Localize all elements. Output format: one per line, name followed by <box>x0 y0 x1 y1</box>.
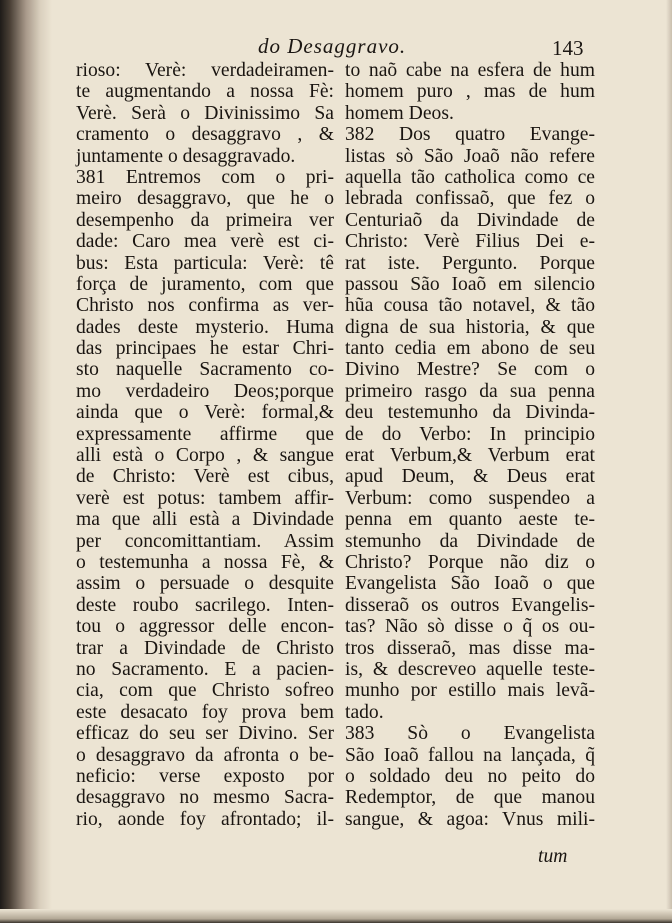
text-line: mo verdadeiro Deos;porque <box>76 380 334 402</box>
text-line: força de juramento, com que <box>76 273 334 295</box>
binding-gutter <box>0 0 52 923</box>
text-line: dades deste mysterio. Huma <box>76 316 334 338</box>
text-line: Christo nos confirma as ver- <box>76 295 334 317</box>
text-line: tou o aggressor delle encon- <box>76 616 334 638</box>
text-line: ainda que o Verè: formal,& <box>76 402 334 424</box>
text-line: tanto cedia em abono de seu <box>345 338 595 360</box>
text-line: efficaz do seu ser Divino. Ser <box>76 723 334 745</box>
text-line: Redemptor, de que manou <box>345 787 595 809</box>
text-line: assim o persuade o desquite <box>76 573 334 595</box>
text-line: sto naquelle Sacramento co- <box>76 359 334 381</box>
text-line: Verbum: como suspendeo a <box>345 487 595 509</box>
text-line: alli està o Corpo , & sangue <box>76 445 334 467</box>
text-line: tas? Não sò disse o q̃ os ou- <box>345 616 595 638</box>
text-line: Evangelista São Ioaõ o que <box>345 573 595 595</box>
text-line: dade: Caro mea verè est ci- <box>76 231 334 253</box>
right-text-column <box>345 60 595 830</box>
text-line: deu testemunho da Divinda- <box>345 402 595 424</box>
text-line: ma que alli està a Divindade <box>76 509 334 531</box>
text-line: cramento o desaggravo , & <box>76 124 334 146</box>
text-line: erat Verbum,& Verbum erat <box>345 445 595 467</box>
text-line: disseraõ os outros Evangelis- <box>345 594 595 616</box>
text-line: penna em quanto aeste te- <box>345 509 595 531</box>
text-line: Divino Mestre? Se com o <box>345 359 595 381</box>
text-line: to naõ cabe na esfera de hum <box>345 60 595 81</box>
text-line: de Christo: Verè est cibus, <box>76 466 334 488</box>
text-line: desempenho da primeira ver <box>76 209 334 231</box>
text-line: tado. <box>345 701 384 723</box>
text-line: listas sò São Joaõ não refere <box>345 145 595 167</box>
text-line: rat iste. Pergunto. Porque <box>345 252 595 274</box>
text-line: rio, aonde foy afrontado; il- <box>76 808 334 830</box>
text-line: apud Deum, & Deus erat <box>345 466 595 488</box>
text-line: neficio: verse exposto por <box>76 765 334 787</box>
text-line: desaggravo no mesmo Sacra- <box>76 787 334 809</box>
text-line: passou São Ioaõ em silencio <box>345 273 595 295</box>
text-line: 382 Dos quatro Evange- <box>345 124 595 146</box>
text-line: Verè. Serà o Divinissimo Sa <box>76 102 334 124</box>
catchword: tum <box>538 846 568 867</box>
text-line: este desacato foy prova bem <box>76 701 334 723</box>
text-line: juntamente o desaggravado. <box>76 145 296 167</box>
text-line: Christo: Verè Filius Dei e- <box>345 231 595 253</box>
text-line: te augmentando a nossa Fè: <box>76 81 334 103</box>
text-line: munho por estillo mais levã- <box>345 680 595 702</box>
text-line: rioso: Verè: verdadeiramen- <box>76 60 334 81</box>
left-text-column <box>76 60 334 830</box>
text-line: tros disseraõ, mas disse ma- <box>345 637 595 659</box>
text-line: o soldado deu no peito do <box>345 765 595 787</box>
text-line: Christo? Porque não diz o <box>345 551 595 573</box>
text-line: aquella tão catholica como ce <box>345 166 595 188</box>
text-line: 381 Entremos com o pri- <box>76 166 334 188</box>
page-edge-right <box>666 0 672 923</box>
text-line: no Sacramento. E a pacien- <box>76 658 334 680</box>
text-line: São Ioaõ fallou na lançada, q̃ <box>345 744 595 766</box>
page-number: 143 <box>552 36 584 60</box>
text-line: verè est potus: tambem affir- <box>76 487 334 509</box>
text-line: de do Verbo: In principio <box>345 423 595 445</box>
text-line: primeiro rasgo da sua penna <box>345 380 595 402</box>
running-head: do Desaggravo. <box>258 34 407 58</box>
text-line: sangue, & agoa: Vnus mili- <box>345 808 595 830</box>
page-edge-bottom <box>0 909 672 923</box>
text-line: per concomittantiam. Assim <box>76 530 334 552</box>
text-line: is, & descreveo aquelle teste- <box>345 658 595 680</box>
text-line: stemunho da Divindade de <box>345 530 595 552</box>
text-line: Centuriaõ da Divindade de <box>345 209 595 231</box>
text-line: cia, com que Christo sofreo <box>76 680 334 702</box>
text-line: deste roubo sacrilego. Inten- <box>76 594 334 616</box>
text-line: meiro desaggravo, que he o <box>76 188 334 210</box>
text-line: o testemunha a nossa Fè, & <box>76 551 334 573</box>
text-line: digna de sua historia, & que <box>345 316 595 338</box>
text-line: trar a Divindade de Christo <box>76 637 334 659</box>
text-line: expressamente affirme que <box>76 423 334 445</box>
text-line: lebrada confissaõ, que fez o <box>345 188 595 210</box>
text-line: hũa cousa tão notavel, & tão <box>345 295 595 317</box>
text-line: 383 Sò o Evangelista <box>345 723 595 745</box>
text-line: homem Deos. <box>345 102 454 124</box>
text-line: bus: Esta particula: Verè: tê <box>76 252 334 274</box>
text-line: das principaes he estar Chri- <box>76 338 334 360</box>
text-line: o desaggravo da afronta o be- <box>76 744 334 766</box>
text-line: homem puro , mas de hum <box>345 81 595 103</box>
